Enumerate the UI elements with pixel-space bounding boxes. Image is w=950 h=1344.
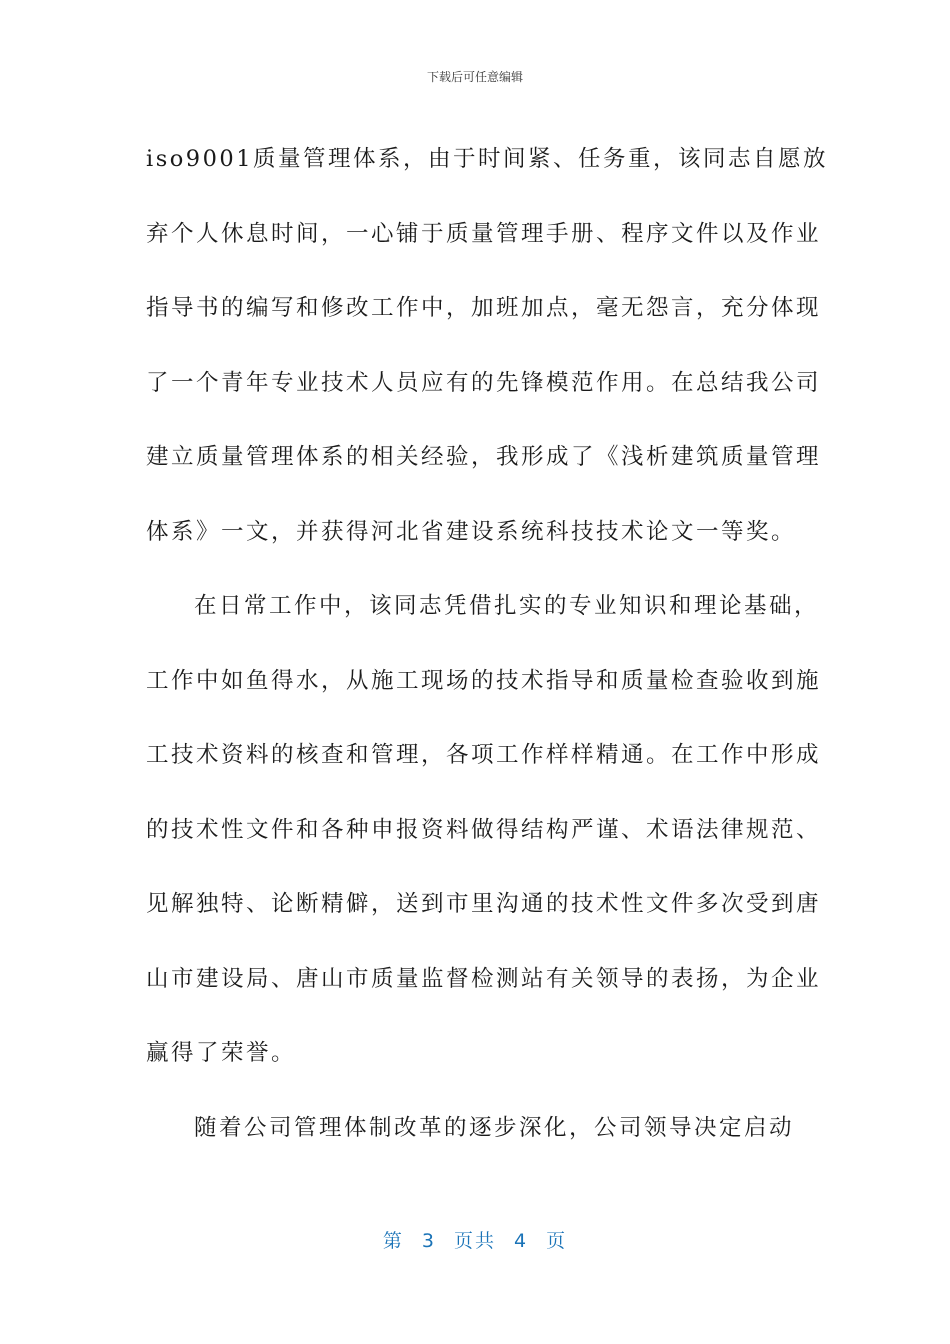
body-line-1: iso9001质量管理体系，由于时间紧、任务重，该同志自愿放: [146, 146, 829, 172]
body-line-12: 山市建设局、唐山市质量监督检测站有关领导的表扬，为企业: [146, 965, 822, 992]
body-line-2: 弃个人休息时间，一心铺于质量管理手册、程序文件以及作业: [146, 220, 822, 247]
header-note: 下载后可任意编辑: [426, 70, 523, 84]
footer-total-pages: 4: [514, 1230, 529, 1252]
body-line-14: 随着公司管理体制改革的逐步深化，公司领导决定启动: [194, 1114, 795, 1141]
document-body: [146, 122, 829, 1165]
footer-current-page: 3: [421, 1230, 436, 1252]
footer-middle: 页共: [453, 1230, 496, 1252]
footer-prefix: 第: [382, 1230, 404, 1252]
body-line-10: 的技术性文件和各种申报资料做得结构严谨、术语法律规范、: [146, 816, 822, 843]
body-line-13: 赢得了荣誉。: [146, 1040, 297, 1066]
body-line-5: 建立质量管理体系的相关经验，我形成了《浅析建筑质量管理: [146, 444, 822, 470]
body-line-7: 在日常工作中，该同志凭借扎实的专业知识和理论基础，: [194, 593, 820, 619]
body-line-3: 指导书的编写和修改工作中，加班加点，毫无怨言，充分体现: [146, 295, 822, 321]
page-footer: [0, 1226, 950, 1253]
body-line-9: 工技术资料的核查和管理，各项工作样样精通。在工作中形成: [146, 742, 822, 768]
body-line-8: 工作中如鱼得水，从施工现场的技术指导和质量检查验收到施: [146, 667, 822, 694]
footer-suffix: 页: [546, 1230, 568, 1252]
body-line-6: 体系》一文，并获得河北省建设系统科技技术论文一等奖。: [146, 518, 797, 545]
body-line-11: 见解独特、论断精僻，送到市里沟通的技术性文件多次受到唐: [146, 891, 822, 917]
body-line-4: 了一个青年专业技术人员应有的先锋模范作用。在总结我公司: [146, 369, 822, 396]
